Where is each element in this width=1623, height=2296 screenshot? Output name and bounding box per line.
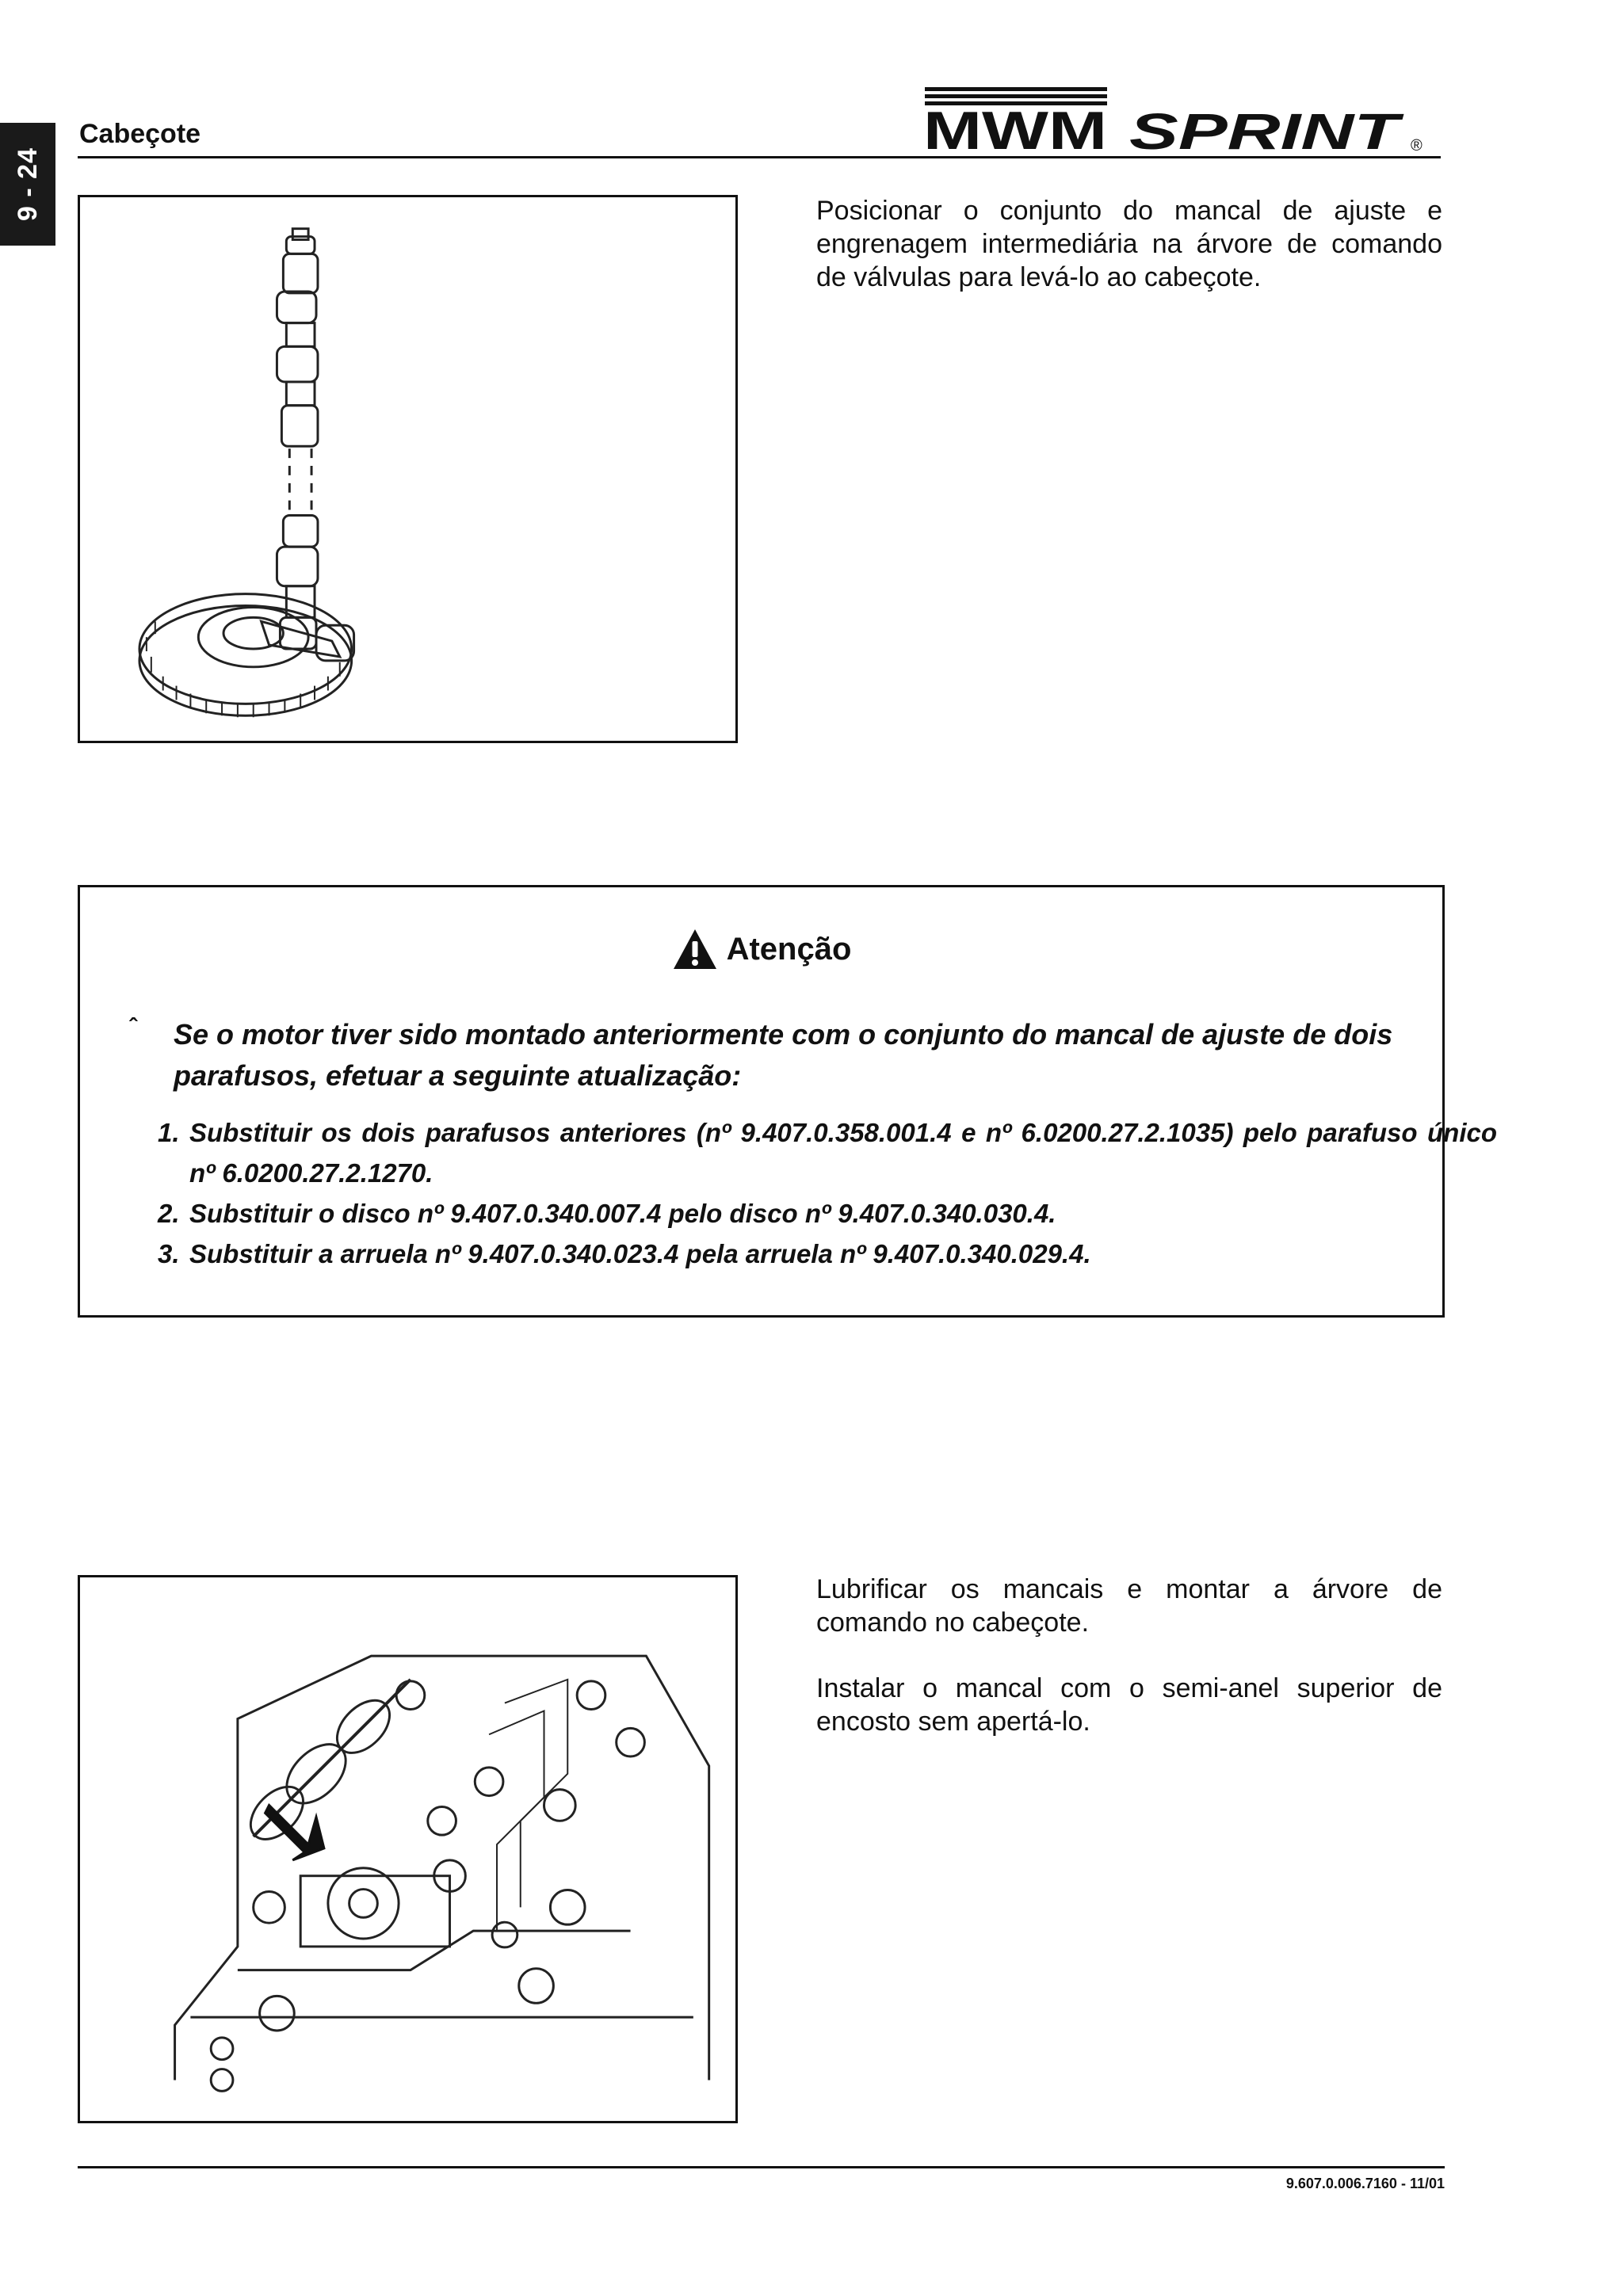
logo-brand: MWM bbox=[923, 101, 1107, 157]
warning-list bbox=[158, 1112, 1497, 1274]
logo-model: SPRINT bbox=[1129, 103, 1405, 157]
list-item-text: Substituir a arruela nº 9.407.0.340.023.4 pela arruela nº 9.407.0.340.029.4. bbox=[189, 1239, 1091, 1268]
list-item-number: 3. bbox=[158, 1239, 180, 1268]
mwm-sprint-logo bbox=[923, 86, 1446, 157]
warning-heading bbox=[80, 927, 1442, 971]
list-item-number: 2. bbox=[158, 1199, 180, 1228]
list-item bbox=[158, 1234, 1497, 1274]
figure-camshaft-gear bbox=[78, 195, 738, 743]
brand-logo bbox=[923, 86, 1446, 161]
document-code: 9.607.0.006.7160 - 11/01 bbox=[1285, 2176, 1445, 2191]
warning-intro: Se o motor tiver sido montado anteriormente com o conjunto do mancal de ajuste de dois parafusos, efetuar a seguinte atualização: bbox=[174, 1018, 1393, 1092]
section-title: Cabeçote bbox=[79, 119, 201, 149]
warning-triangle-icon bbox=[671, 927, 719, 971]
warning-bullet: ˆ bbox=[129, 1014, 137, 1040]
figure-cylinder-head-bearing bbox=[78, 1575, 738, 2123]
step-text-position-assembly: Posicionar o conjunto do mancal de ajuste e engrenagem intermediária na árvore de comando de válvulas para levá-lo ao cabeçote. bbox=[816, 196, 1442, 292]
page-number: 9 - 24 bbox=[12, 147, 43, 221]
warning-title: Atenção bbox=[726, 931, 852, 967]
warning-box bbox=[78, 885, 1497, 1318]
list-item bbox=[158, 1193, 1497, 1234]
step-text-lubricate: Lubrificar os mancais e montar a árvore de comando no cabeçote. bbox=[816, 1574, 1442, 1638]
cylinder-head-illustration bbox=[80, 1577, 735, 2121]
camshaft-illustration bbox=[80, 197, 735, 741]
footer-divider bbox=[78, 2166, 1445, 2168]
list-item-text: Substituir os dois parafusos anteriores (nº 9.407.0.358.001.4 e nº 6.0200.27.2.1035) pelo parafuso único nº 6.0200.27.2.1270. bbox=[189, 1118, 1497, 1188]
list-item-number: 1. bbox=[158, 1118, 180, 1147]
page-number-tab bbox=[0, 123, 55, 246]
logo-registered: ® bbox=[1411, 137, 1423, 154]
step-text-install-bearing: Instalar o mancal com o semi-anel superior de encosto sem apertá-lo. bbox=[816, 1673, 1442, 1737]
list-item-text: Substituir o disco nº 9.407.0.340.007.4 pelo disco nº 9.407.0.340.030.4. bbox=[189, 1199, 1056, 1228]
list-item bbox=[158, 1112, 1497, 1193]
